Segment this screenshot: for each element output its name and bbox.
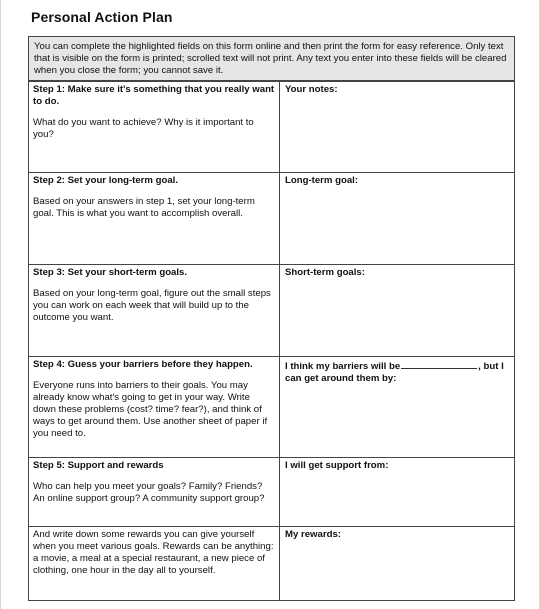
support-field[interactable] — [280, 458, 515, 527]
action-plan-table — [28, 81, 515, 601]
long-term-goal-label: Long-term goal: — [285, 175, 359, 186]
step-3-cell — [29, 265, 280, 357]
table-row — [29, 458, 515, 527]
step-4-cell — [29, 357, 280, 458]
step-2-cell — [29, 173, 280, 265]
step-4-heading: Step 4: Guess your barriers before they happen. — [33, 359, 253, 370]
notes-label: Your notes: — [285, 84, 338, 95]
long-term-goal-field[interactable] — [280, 173, 515, 265]
table-row — [29, 173, 515, 265]
barriers-field[interactable] — [280, 357, 515, 458]
step-2-body: Based on your answers in step 1, set your long-term goal. This is what you want to accomplish overall. — [33, 196, 255, 219]
step-1-heading: Step 1: Make sure it's something that you really want to do. — [33, 84, 275, 107]
step-1-body: What do you want to achieve? Why is it important to you? — [33, 117, 254, 140]
rewards-field[interactable] — [280, 527, 515, 601]
barriers-label-start: I think my barriers will be — [285, 361, 401, 372]
step-5-rewards-body: And write down some rewards you can give yourself when you meet various goals. Rewards can be anything: a movie, a meal at a special restaurant, a new piece of clothing, one hour in the day all to yourself. — [33, 529, 274, 576]
rewards-label: My rewards: — [285, 529, 341, 540]
table-row — [29, 265, 515, 357]
step-3-heading: Step 3: Set your short-term goals. — [33, 267, 188, 278]
page-title: Personal Action Plan — [31, 9, 173, 25]
notes-field[interactable] — [280, 82, 515, 173]
support-label: I will get support from: — [285, 460, 389, 471]
table-row — [29, 527, 515, 601]
barriers-label-end: , but I can get around them by: — [285, 361, 504, 384]
step-4-body: Everyone runs into barriers to their goals. You may already know what's going to get in your way. Write down these problems (cost? time? fear?), and think of ways to get around them. Use another sheet of paper if you need to. — [33, 380, 268, 439]
step-5-heading: Step 5: Support and rewards — [33, 460, 164, 471]
table-row — [29, 357, 515, 458]
step-2-heading: Step 2: Set your long-term goal. — [33, 175, 178, 186]
step-5-body: Who can help you meet your goals? Family? Friends? An online support group? A community support group? — [33, 481, 265, 504]
form-notice: You can complete the highlighted fields on this form online and then print the form for easy reference. Only text that is visible on the form is printed; scrolled text will not print. Any text you enter into these fields will be cleared when you close the form; you cannot save it. — [28, 36, 515, 81]
short-term-goals-label: Short-term goals: — [285, 267, 365, 278]
step-5-cell — [29, 458, 280, 527]
barriers-blank[interactable] — [401, 359, 477, 369]
step-1-cell — [29, 82, 280, 173]
step-3-body: Based on your long-term goal, figure out the small steps you can work on each week that will build up to the outcome you want. — [33, 288, 271, 323]
step-5-rewards-cell — [29, 527, 280, 601]
table-row — [29, 82, 515, 173]
short-term-goals-field[interactable] — [280, 265, 515, 357]
